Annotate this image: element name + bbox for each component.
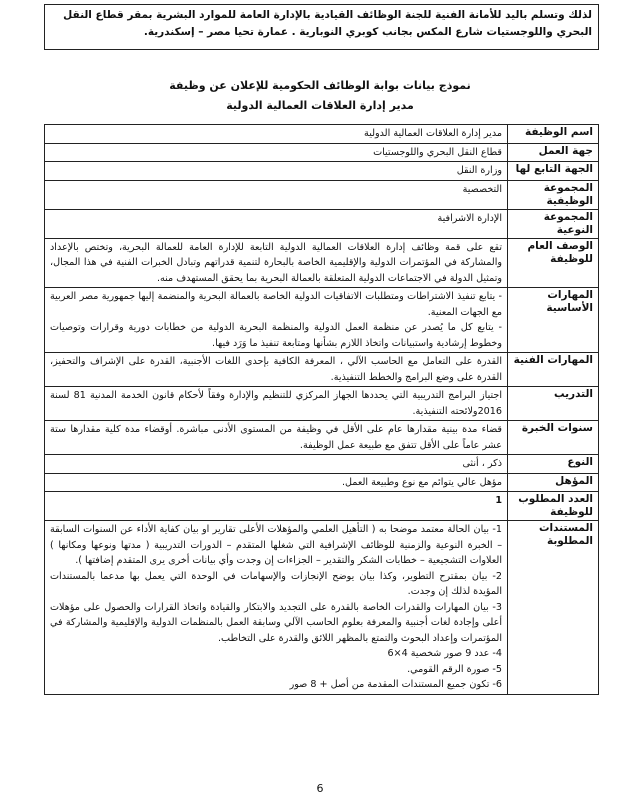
page-number: 6 bbox=[316, 782, 324, 795]
field-label: الوصف العام للوظيفة bbox=[508, 238, 599, 288]
field-value bbox=[45, 387, 508, 421]
field-label: المهارات الأساسية bbox=[508, 288, 599, 353]
field-value bbox=[45, 180, 508, 209]
field-value-line: 4- عدد 9 صور شخصية 4×6 bbox=[387, 648, 502, 659]
field-label: جهة العمل bbox=[508, 143, 599, 162]
field-value-line: مؤهل عالي يتوائم مع نوع وطبيعة العمل. bbox=[341, 476, 502, 488]
field-label: المجموعة الوظيفية bbox=[508, 180, 599, 209]
field-value-line: - يتابع كل ما يُصدر عن منظمة العمل الدولية والمنظمة البحرية الدولية من خطابات دورية وقرارات وتوصيات وخطوط إرشادية واستبيانات واتخاذ اللازم بشأنها ومتابعة تنفيذ ما وَرَد فيها. bbox=[50, 322, 502, 349]
field-value-line: 1- بيان الحالة معتمد موضحا به ( التأهيل العلمي والمؤهلات الأعلى تقارير او بيان كفاية الأداء عن السنوات السابقة – الخبرة النوعية والزمنية للوظائف الإشرافية التي شغلها المتقدم – الدورات التدريبية ( مدتها ونوعها ومكانها ) العلاوات التشجيعية – خطابات الشكر والتقدير – الجزاءات إن وجدت وأي بيانات أخرى يرى المتقدم إضافتها ). bbox=[50, 524, 502, 566]
field-value bbox=[45, 353, 508, 387]
field-label: سنوات الخبرة bbox=[508, 421, 599, 455]
field-value-line: تقع على قمة وظائف إدارة العلاقات العمالية الدولية التابعة للإدارة العامة للعمالة البحرية، وتختص بالإعداد والمشاركة في المؤتمرات الدولية والإقليمية الخاصة بالبحارة لتنمية قدراتهم وتبادل الخبرات الفنية في هذا المجال، وتمثيل الدولة في الاجتماعات الدولية المتعلقة بالعمالة البحرية بما يحقق المستهدف منه. bbox=[50, 241, 502, 284]
field-label: التدريب bbox=[508, 387, 599, 421]
field-value bbox=[45, 521, 508, 695]
field-value-line: وزارة النقل bbox=[456, 165, 502, 176]
field-value bbox=[45, 209, 508, 238]
field-value bbox=[45, 421, 508, 455]
field-value-line: ذكر ، أنثى bbox=[462, 458, 502, 469]
table-row bbox=[45, 455, 599, 474]
field-value-line: 5- صورة الرقم القومي. bbox=[407, 663, 502, 675]
field-label: المؤهل bbox=[508, 473, 599, 492]
table-row bbox=[45, 180, 599, 209]
field-value-line: التخصصية bbox=[462, 183, 502, 195]
field-value bbox=[45, 455, 508, 474]
field-label: النوع bbox=[508, 455, 599, 474]
previous-section-text: لذلك وتسلم باليد للأمانة الفنية للجنة الوظائف القيادية بالإدارة العامة للموارد البشرية بمقر قطاع النقل البحري واللوجستيات شارع المكس بجانب كوبري النوبارية . عمارة تحيا مصر – إسكندرية. bbox=[45, 5, 599, 50]
table-row bbox=[45, 238, 599, 288]
field-value-line: قضاء مدة بينية مقدارها عام على الأقل في وظيفة من المستوى الأدنى مباشرة. أوقضاء مدة كلية مقدارها ستة عشر عاماً على الأقل تتفق مع طبيعة عمل الوظيفة. bbox=[50, 424, 502, 451]
field-label: المهارات الفنية bbox=[508, 353, 599, 387]
table-row bbox=[45, 209, 599, 238]
field-value-line: 3- بيان المهارات والقدرات الخاصة بالقدرة على التجديد والابتكار والقيادة واتخاذ القرارات والحصول على مؤهلات أعلى وإجادة لغات أجنبية والمعرفة بعلوم الحاسب الآلي وسابقة العمل بالمنظمات الدولية والإقليمية والمشاركة في المؤتمرات وإعداد البحوث والتمتع بالمظهر اللائق والقدرة على التخاطب. bbox=[50, 601, 502, 644]
field-value-line: الإدارة الاشرافية bbox=[437, 212, 502, 224]
field-label: الجهة التابع لها bbox=[508, 162, 599, 181]
job-details-table bbox=[44, 124, 599, 695]
field-value bbox=[45, 492, 508, 521]
table-row bbox=[45, 288, 599, 353]
field-value-line: القدرة على التعامل مع الحاسب الآلي ، المعرفة الكافية بإحدى اللغات الأجنبية، القدرة على الإشراف والتحفيز، القدرة على وضع البرامج والخطط التنفيذية. bbox=[50, 356, 502, 383]
field-value-line: 2- بيان بمقترح التطوير، وكذا بيان يوضح الإنجازات والإسهامات في الوحدة التي يعمل بها مدعما بالمستندات المؤيدة لذلك إن وجدت. bbox=[50, 570, 502, 597]
field-label: المستندات المطلوبة bbox=[508, 521, 599, 695]
field-value bbox=[45, 162, 508, 181]
table-row bbox=[45, 162, 599, 181]
job-title-heading: مدير إدارة العلاقات العمالية الدولية bbox=[226, 99, 414, 112]
field-label: العدد المطلوب للوظيفة bbox=[508, 492, 599, 521]
field-value bbox=[45, 473, 508, 492]
field-value bbox=[45, 125, 508, 144]
table-row bbox=[45, 473, 599, 492]
field-value bbox=[45, 143, 508, 162]
field-value-line: اجتياز البرامج التدريبية التي يحددها الجهاز المركزي للتنظيم والإدارة وفقاً لأحكام قانون الخدمة المدنية 81 لسنة 2016ولائحته التنفيذية. bbox=[50, 390, 502, 417]
field-value-line: مدير إدارة العلاقات العمالية الدولية bbox=[364, 128, 502, 139]
field-value-line: - يتابع تنفيذ الاشتراطات ومتطلبات الاتفاقيات الدولية الخاصة بالعمالة البحرية والمنضمة إليها جمهورية مصر العربية مع الجهات المعنية. bbox=[50, 291, 502, 318]
table-row bbox=[45, 492, 599, 521]
table-row bbox=[45, 353, 599, 387]
field-value-line: قطاع النقل البحري واللوجستيات bbox=[373, 146, 502, 158]
previous-section-box bbox=[44, 4, 599, 50]
field-label: المجموعة النوعية bbox=[508, 209, 599, 238]
field-value bbox=[45, 238, 508, 288]
table-row bbox=[45, 421, 599, 455]
field-value-line: 1 bbox=[495, 495, 502, 506]
table-row bbox=[45, 387, 599, 421]
field-value bbox=[45, 288, 508, 353]
table-row bbox=[45, 521, 599, 695]
table-row bbox=[45, 143, 599, 162]
table-row bbox=[45, 125, 599, 144]
field-label: اسم الوظيفة bbox=[508, 125, 599, 144]
form-title: نموذج بيانات بوابة الوظائف الحكومية للإعلان عن وظيفة bbox=[169, 79, 471, 92]
field-value-line: 6- تكون جميع المستندات المقدمة من أصل + 8 صور bbox=[289, 679, 502, 690]
